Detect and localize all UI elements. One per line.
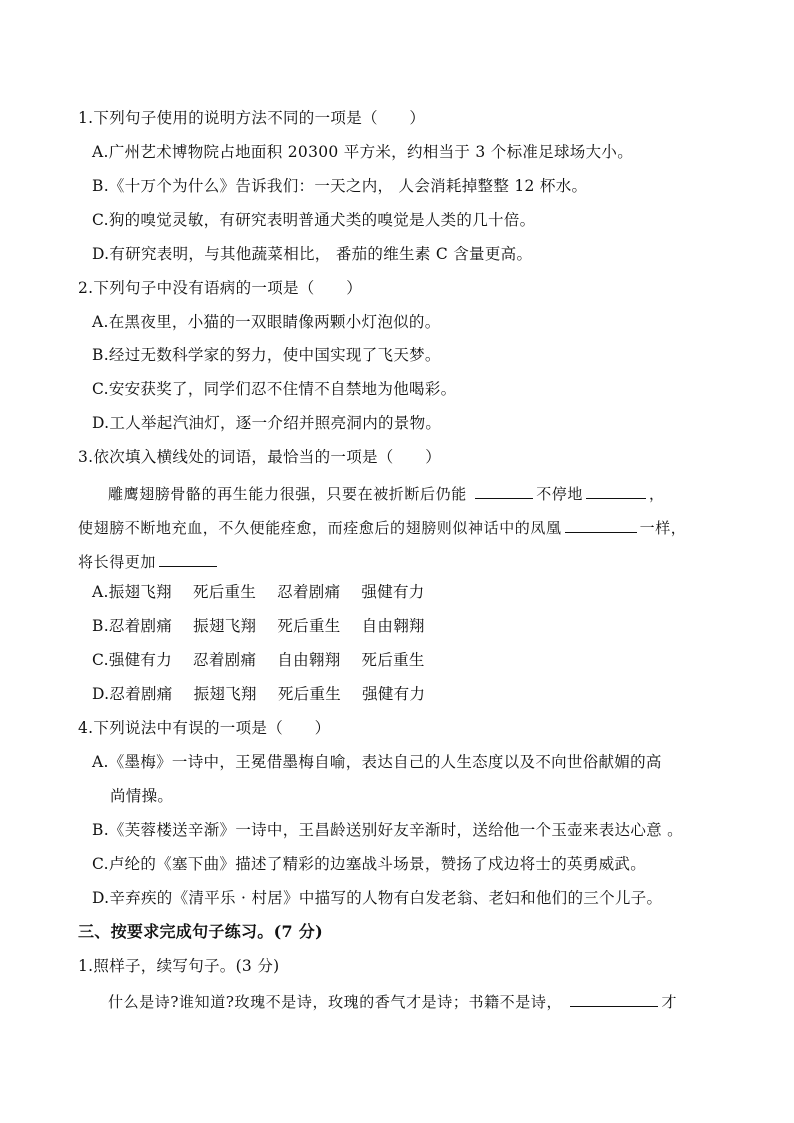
fill-blank-2 [586,482,646,499]
passage-text: 将长得更加 [78,553,157,571]
fill-blank-4 [159,550,217,567]
question-1-stem: 1.下列句子使用的说明方法不同的一项是（ ） [78,109,426,127]
question-3-option-b: B.忍着剧痛 振翅飞翔 死后重生 自由翱翔 [92,617,425,635]
question-4-option-a: A.《墨梅》一诗中，王冕借墨梅自喻，表达自己的人生态度以及不向世俗献媚的高 [92,753,662,771]
question-3-stem: 3.依次填入横线处的词语，最恰当的一项是（ ） [78,448,441,466]
question-4-option-a-continued: 尚情操。 [110,787,174,805]
question-4-option-d: D.辛弃疾的《清平乐 · 村居》中描写的人物有白发老翁、老妇和他们的三个儿子。 [92,889,663,907]
question-3-passage-line-1 [108,482,665,504]
question-1-option-c: C.狗的嗅觉灵敏，有研究表明普通犬类的嗅觉是人类的几十倍。 [92,211,536,229]
question-2-option-c: C.安安获奖了，同学们忍不住情不自禁地为他喝彩。 [92,380,457,398]
question-1-option-d: D.有研究表明，与其他蔬菜相比， 番茄的维生素 C 含量更高。 [92,245,533,263]
question-3-option-d: D.忍着剧痛 振翅飞翔 死后重生 强健有力 [92,685,426,703]
passage-text: ， [649,485,665,503]
passage-text: 不停地 [536,485,583,503]
question-2-stem: 2.下列句子中没有语病的一项是（ ） [78,279,362,297]
question-1-option-b: B.《十万个为什么》告诉我们：一天之内， 人会消耗掉整整 12 杯水。 [92,177,588,195]
question-3-passage-line-3 [78,550,220,572]
question-1-option-a: A.广州艺术博物院占地面积 20300 平方米，约相当于 3 个标准足球场大小。 [92,143,633,161]
question-4-option-c: C.卢纶的《塞下曲》描述了精彩的边塞战斗场景，赞扬了戍边将士的英勇威武。 [92,855,647,873]
fill-blank-5 [570,990,658,1007]
section-3-title: 三、按要求完成句子练习。(7 分) [78,922,323,941]
question-2-option-a: A.在黑夜里，小猫的一双眼睛像两颗小灯泡似的。 [92,313,441,331]
section-3-item-1-stem: 1.照样子，续写句子。(3 分) [78,957,280,975]
question-3-option-a: A.振翅飞翔 死后重生 忍着剧痛 强健有力 [92,583,425,601]
question-4-stem: 4.下列说法中有误的一项是（ ） [78,719,331,737]
section-3-item-1-text [108,990,677,1012]
passage-text: 一样， [639,519,687,537]
question-3-option-c: C.强健有力 忍着剧痛 自由翱翔 死后重生 [92,651,425,669]
passage-text: 使翅膀不断地充血，不久便能痊愈，而痊愈后的翅膀则似神话中的凤凰 [78,519,562,537]
question-2-option-b: B.经过无数科学家的努力，使中国实现了飞天梦。 [92,346,441,364]
passage-text: 雕鹰翅膀骨骼的再生能力很强，只要在被折断后仍能 [108,485,467,503]
question-4-option-b: B.《芙蓉楼送辛渐》一诗中，王昌龄送别好友辛渐时，送给他一个玉壶来表达心意 。 [92,821,683,839]
fill-blank-1 [475,482,533,499]
exercise-text-tail: 才 [661,993,678,1011]
question-3-passage-line-2 [78,516,686,538]
question-2-option-d: D.工人举起汽油灯，逐一介绍并照亮洞内的景物。 [92,414,442,432]
fill-blank-3 [565,516,637,533]
exercise-text: 什么是诗?谁知道?玫瑰不是诗，玫瑰的香气才是诗；书籍不是诗， [108,993,563,1011]
